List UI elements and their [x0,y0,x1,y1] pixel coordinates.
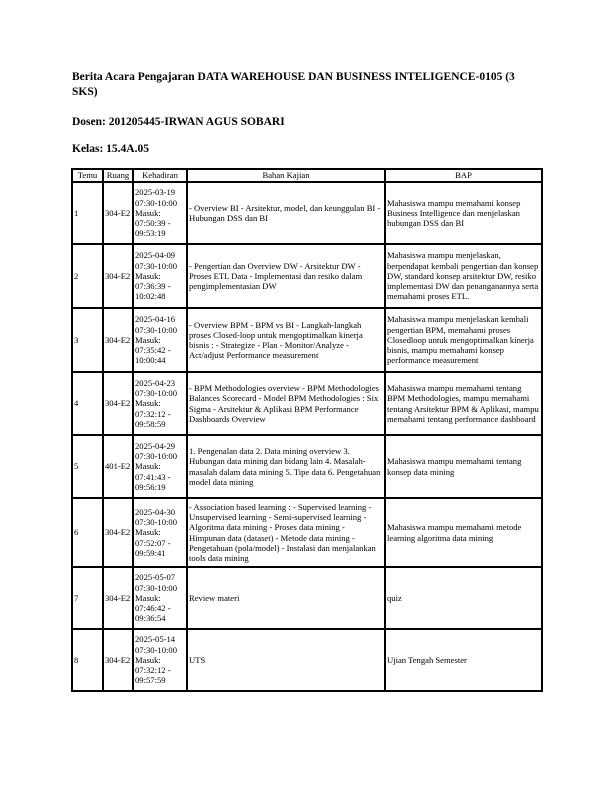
cell-ruang: 304-E2 [103,308,133,372]
cell-ruang: 304-E2 [103,244,133,308]
cell-temu: 4 [72,372,103,435]
cell-bahan-kajian: - Association based learning : - Supervised learning - Unsupervised learning - Semi-supervised learning - Algoritma data mining - Proses data mining - Himpunan data (dataset) - Metode data mining - Pengetahuan (pola/model) - Instalasi dan menjalankan tools data mining [187,498,385,567]
table-row [72,244,542,308]
cell-bahan-kajian: - Overview BI - Arsitektur, model, dan keunggulan BI - Hubungan DSS dan BI [187,182,385,244]
table-row [72,372,542,435]
header-kehadiran: Kehadiran [133,169,187,182]
cell-ruang: 304-E2 [103,372,133,435]
cell-temu: 6 [72,498,103,567]
cell-kehadiran [133,498,187,567]
cell-bap: Mahasiswa mampu memahami metode learning algoritma data mining [385,498,542,567]
cell-bahan-kajian: UTS [187,629,385,691]
session-hours: 07:30-10:00 [135,197,178,208]
cell-kehadiran [133,629,187,691]
session-date: 2025-05-07 [135,572,176,583]
session-hours: 07:30-10:00 [135,644,178,655]
header-bap: BAP [385,169,542,182]
cell-bahan-kajian: - Pengertian dan Overview DW - Arsitektur DW - Proses ETL Data - Implementasi dan resiko dalam pengimplementasian DW [187,244,385,308]
cell-kehadiran [133,372,187,435]
session-date: 2025-04-29 [135,440,176,451]
cell-temu: 3 [72,308,103,372]
cell-bap: Mahasiswa mampu memahami tentang BPM Methodologies, mampu memahami tentang Arsitektur BPM & Aplikasi, mampu memahami tentang performance dashboard [385,372,542,435]
cell-temu: 1 [72,182,103,244]
cell-kehadiran [133,567,187,629]
session-hours: 07:30-10:00 [135,324,178,335]
table-row [72,308,542,372]
table-row [72,567,542,629]
check-in-label: Masuk: [135,207,161,218]
header-ruang: Ruang [103,169,133,182]
cell-ruang: 304-E2 [103,182,133,244]
cell-bahan-kajian: - Overview BPM - BPM vs BI - Langkah-langkah proses Closed-loop untuk mengoptimalkan kinerja bisnis : - Strategize - Plan - Monitor/Analyze - Act/adjust Performance measurement [187,308,385,372]
session-date: 2025-03-19 [135,187,176,198]
check-in-time: 07:50:39 - 09:53:19 [135,218,171,239]
table-row [72,498,542,567]
cell-temu: 5 [72,435,103,498]
cell-temu: 2 [72,244,103,308]
check-in-time: 07:41:43 - 09:56:19 [135,471,171,492]
cell-temu: 8 [72,629,103,691]
cell-bap: quiz [385,567,542,629]
cell-kehadiran [133,308,187,372]
document-title: Berita Acara Pengajaran DATA WAREHOUSE DAN BUSINESS INTELIGENCE-0105 (3 SKS) [72,71,515,98]
check-in-label: Masuk: [135,270,161,281]
table-row [72,629,542,691]
check-in-time: 07:32:12 - 09:57:59 [135,665,171,686]
header-temu: Temu [72,169,103,182]
session-date: 2025-04-09 [135,250,176,261]
cell-bap: Ujian Tengah Semester [385,629,542,691]
session-hours: 07:30-10:00 [135,517,178,528]
check-in-label: Masuk: [135,592,161,603]
cell-bap: Mahasiswa mampu menjelaskan, berpendapat kembali pengertian dan konsep DW, standard konsep arsitektur DW, resiko implementasi DW dan penanganannya serta memahami proses ETL. [385,244,542,308]
check-in-label: Masuk: [135,334,161,345]
attendance-table [71,168,543,692]
check-in-time: 07:35:42 - 10:00:44 [135,345,171,366]
check-in-label: Masuk: [135,654,161,665]
cell-temu: 7 [72,567,103,629]
cell-bap: Mahasiswa mampu menjelaskan kembali pengertian BPM, memahami proses Closedloop untuk mengoptimalkan kinerja bisnis, mampu memahami konsep performance measurement [385,308,542,372]
check-in-label: Masuk: [135,398,161,409]
session-hours: 07:30-10:00 [135,260,178,271]
check-in-label: Masuk: [135,461,161,472]
cell-ruang: 304-E2 [103,498,133,567]
cell-kehadiran [133,182,187,244]
check-in-time: 07:46:42 - 09:36:54 [135,603,171,624]
lecturer-line: Dosen: 201205445-IRWAN AGUS SOBARI [72,116,285,128]
table-row [72,435,542,498]
check-in-time: 07:32:12 - 09:58:59 [135,408,171,429]
table-header-row [72,169,542,182]
session-hours: 07:30-10:00 [135,582,178,593]
cell-ruang: 304-E2 [103,567,133,629]
cell-bahan-kajian: 1. Pengenalan data 2. Data mining overview 3. Hubungan data mining dan bidang lain 4. Masalah-masalah dalam data mining 5. Tipe data 6. Pengetahuan model data mining [187,435,385,498]
cell-bahan-kajian: - BPM Methodologies overview - BPM Methodologies Balances Scorecard - Model BPM Methodologies : Six Sigma - Arsitektur & Aplikasi BPM Performance Dashboards Overview [187,372,385,435]
session-hours: 07:30-10:00 [135,388,178,399]
cell-kehadiran [133,244,187,308]
session-date: 2025-05-14 [135,634,176,645]
session-date: 2025-04-30 [135,506,176,517]
cell-ruang: 304-E2 [103,629,133,691]
cell-bap: Mahasiswa mampu memahami konsep Business Intelligence dan menjelaskan hubungan DSS dan BI [385,182,542,244]
cell-kehadiran [133,435,187,498]
cell-ruang: 401-E2 [103,435,133,498]
cell-bahan-kajian: Review materi [187,567,385,629]
header-bahan-kajian: Bahan Kajian [187,169,385,182]
class-line: Kelas: 15.4A.05 [72,143,149,155]
session-date: 2025-04-16 [135,314,176,325]
check-in-time: 07:36:39 - 10:02:48 [135,281,171,302]
cell-bap: Mahasiswa mampu memahami tentang konsep data mining [385,435,542,498]
session-date: 2025-04-23 [135,377,176,388]
session-hours: 07:30-10:00 [135,451,178,462]
check-in-label: Masuk: [135,527,161,538]
table-row [72,182,542,244]
check-in-time: 07:52:07 - 09:59:41 [135,537,171,558]
